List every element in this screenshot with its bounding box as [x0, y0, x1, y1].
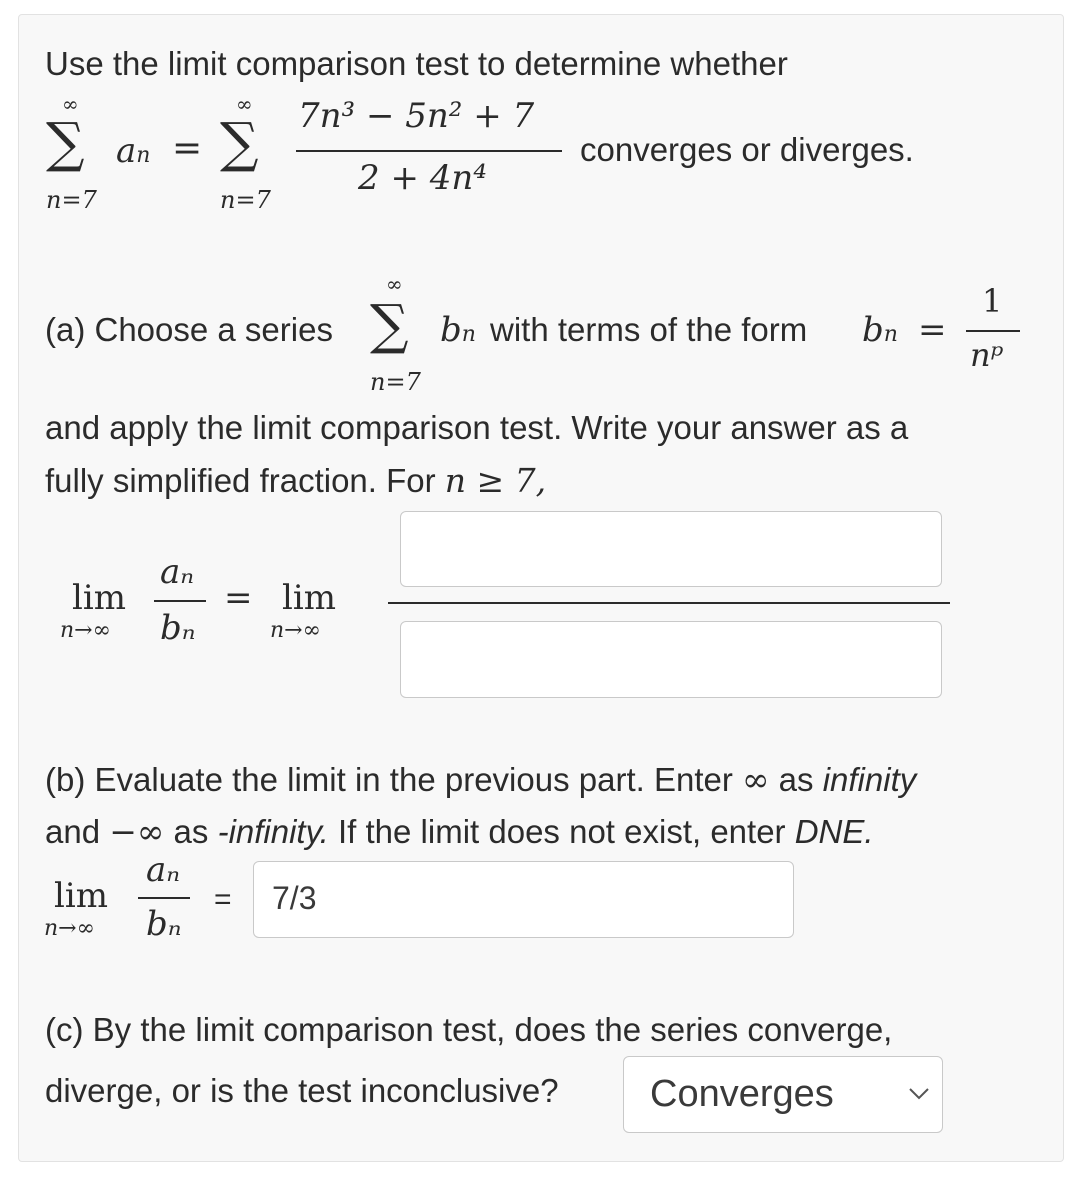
- part-c-line1: (c) By the limit comparison test, does the series converge,: [45, 1011, 893, 1048]
- part-a-equals: =: [918, 310, 947, 350]
- part-a-frac-den: nᵖ: [970, 336, 1004, 374]
- intro-sum2-lower: n=7: [220, 186, 271, 214]
- part-a-lim-sub: n→∞: [60, 618, 111, 643]
- intro-sum-lower: n=7: [46, 186, 97, 214]
- part-c-line2: diverge, or is the test inconclusive?: [45, 1072, 559, 1109]
- limit-answer-value: 7/3: [272, 880, 317, 916]
- part-b-equals: =: [214, 883, 232, 916]
- numerator-input[interactable]: [400, 511, 942, 587]
- part-a-lim2-sub: n→∞: [270, 618, 321, 643]
- part-a-form-lhs: bn: [862, 310, 898, 350]
- part-a-prefix: (a) Choose a series: [45, 311, 333, 348]
- part-b-lim-bar: [138, 897, 190, 899]
- part-a-sigma: ∑: [370, 293, 409, 356]
- part-b-lim-sub: n→∞: [44, 916, 95, 941]
- part-b-line1: (b) Evaluate the limit in the previous part. Enter ∞ as infinity: [45, 760, 917, 799]
- intro-sum2-upper: ∞: [236, 92, 253, 116]
- intro-numerator: 7n³ − 5n² + 7: [298, 96, 535, 136]
- intro-converges-text: converges or diverges.: [580, 131, 914, 168]
- part-a-sum-upper: ∞: [386, 272, 403, 296]
- part-a-term-b: bn: [440, 310, 476, 350]
- answer-fraction-bar: [388, 602, 950, 604]
- part-b-lim-den: bₙ: [146, 904, 182, 944]
- conclusion-select[interactable]: [623, 1056, 943, 1133]
- intro-denominator: 2 + 4n⁴: [358, 158, 487, 198]
- part-a-sum-lower: n=7: [370, 368, 421, 396]
- conclusion-select-value: Converges: [650, 1073, 834, 1115]
- part-a-lim-num: aₙ: [160, 552, 195, 592]
- part-a-lim-bar: [154, 600, 206, 602]
- chevron-down-icon: [908, 1087, 930, 1101]
- part-b-lim-num: aₙ: [146, 850, 181, 890]
- part-a-lim-label: lim: [72, 578, 126, 618]
- part-a-frac-num: 1: [982, 282, 1003, 320]
- intro-equals: =: [172, 128, 203, 169]
- limit-answer-input[interactable]: [253, 861, 794, 938]
- intro-sigma-2: ∑: [220, 111, 259, 174]
- intro-term-a: an: [116, 131, 151, 171]
- part-a-line3: fully simplified fraction. For n ≥ 7,: [45, 461, 547, 500]
- part-a-lim2-label: lim: [282, 578, 336, 618]
- part-a-lim-den: bₙ: [160, 608, 196, 648]
- intro-fraction-bar: [296, 150, 562, 152]
- intro-sum-upper: ∞: [62, 92, 79, 116]
- part-b-lim-label: lim: [54, 876, 108, 916]
- part-b-line2: and −∞ as -infinity. If the limit does not exist, enter DNE.: [45, 812, 874, 851]
- part-a-frac-bar: [966, 330, 1020, 332]
- part-a-middle-text: with terms of the form: [490, 311, 808, 348]
- part-a-line2: and apply the limit comparison test. Write your answer as a: [45, 409, 909, 446]
- part-a-lim-equals: =: [224, 578, 253, 618]
- intro-sigma-1: ∑: [46, 111, 85, 174]
- denominator-input[interactable]: [400, 621, 942, 698]
- intro-text: Use the limit comparison test to determine whether: [45, 45, 788, 82]
